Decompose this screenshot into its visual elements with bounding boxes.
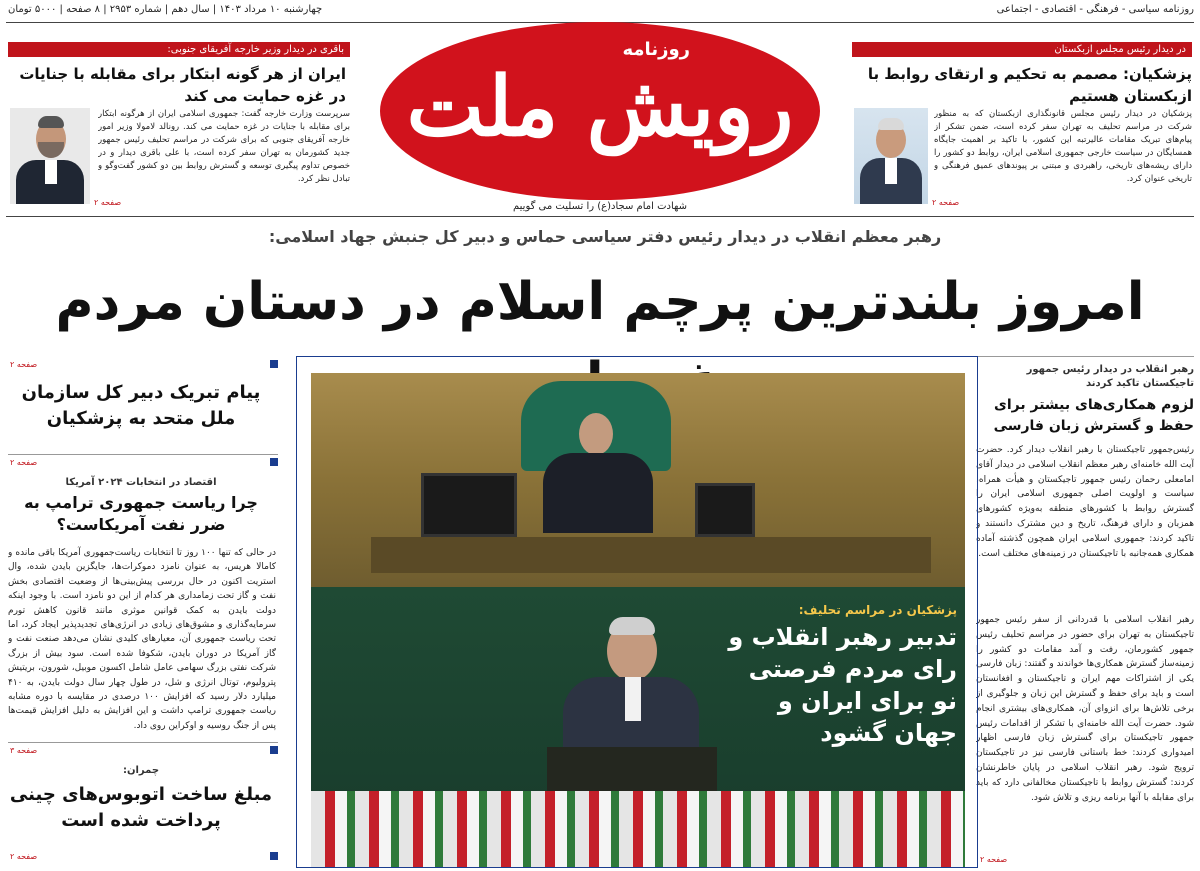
story3-kicker: چمران: xyxy=(122,765,160,776)
logo-main-word: رویش ملت xyxy=(406,59,794,155)
masthead-logo xyxy=(380,22,820,214)
section-marker xyxy=(270,458,278,466)
page-ref[interactable]: صفحه ۲ xyxy=(10,852,38,861)
top-left-story xyxy=(8,42,350,212)
section-marker xyxy=(270,746,278,754)
story2-headline[interactable]: چرا ریاست جمهوری ترامپ به ضرر نفت آمریکاست؟ xyxy=(24,493,258,534)
issue-info: چهارشنبه ۱۰ مرداد ۱۴۰۳ | سال دهم | شماره ۲۹۵۳ | ۸ صفحه | ۵۰۰۰ تومان xyxy=(8,4,323,15)
page-ref[interactable]: صفحه ۳ xyxy=(10,746,38,755)
story-body: سرپرست وزارت خارجه گفت: جمهوری اسلامی ایران از هرگونه ابتکار برای مقابله با جنایات در غزه حمایت می کند. رونالد لامولا وزیر امور خارجه آفریقای جنوبی که برای شرکت در مراسم تحلیف رئیس جمهور جدید کشورمان به تهران سفر کرده است، با علی باقری دیدار و در خصوص تداوم پیگیری توسعه و گسترش روابط بین دو کشور گفت‌وگو و تبادل نظر کرد. xyxy=(98,109,350,184)
lead-photo-frame xyxy=(296,356,978,868)
story-body: پزشکیان در دیدار رئیس مجلس قانونگذاری ازبکستان که به منظور شرکت در مراسم تحلیف به تهران سفر کرده است، ضمن تشکر از پیام‌های تبریک مقامات عالیرتبه این کشور، با تاکید بر اهمیت جایگاه همسایگان در سیاست خارجی جمهوری اسلامی ایران، روابط دو کشور را دارای ریشه‌های تاریخی، راهبردی و مبتنی بر پیوندهای عمیق فرهنگی و تاریخی عنوان کرد. xyxy=(934,109,1192,184)
pezeshkian-portrait xyxy=(854,108,928,204)
right-column-story xyxy=(976,356,1194,868)
section-marker xyxy=(270,360,278,368)
bagheri-portrait xyxy=(10,108,90,204)
story-headline[interactable]: ایران از هر گونه ابتکار برای مقابله با جنایات در غزه حمایت می کند xyxy=(19,65,346,105)
page-ref[interactable]: صفحه ۲ xyxy=(932,198,960,207)
story-body-1: رئیس‌جمهور تاجیکستان با رهبر انقلاب دیدار کرد. حضرت آیت الله خامنه‌ای رهبر معظم انقلاب اسلامی در دیدار آقای امامعلی رحمان رئیس جمهور تاجیکستان و هیأت همراه، سیاست و اولویت اصلی جمهوری اسلامی ایران را گسترش روابط با کشورهای منطقه به‌ویژه کشورهای همزبان و دارای فرهنگ، تاریخ و دین مشترک دانستند و تاکید کردند: جمهوری اسلامی ایران همچون گذشته آماده همکاری همه‌جانبه با تاجیکستان در زمینه‌های مختلف است. xyxy=(976,445,1194,559)
story-kicker: رهبر انقلاب در دیدار رئیس جمهور تاجیکستان تاکید کردند xyxy=(1026,364,1194,389)
top-right-story xyxy=(852,42,1192,212)
lead-headline[interactable]: امروز بلندترین پرچم اسلام در دستان مردم xyxy=(55,272,1145,332)
page-ref[interactable]: صفحه ۲ xyxy=(10,458,38,467)
page-ref[interactable]: صفحه ۲ xyxy=(94,198,122,207)
lead-kicker: رهبر معظم انقلاب در دیدار رئیس دفتر سیاسی حماس و دبیر کل جنبش جهاد اسلامی: xyxy=(268,227,942,246)
page-ref[interactable]: صفحه ۲ xyxy=(980,855,1008,864)
section-marker xyxy=(270,852,278,860)
story-headline[interactable]: لزوم همکاری‌های بیشتر برای حفظ و گسترش زبان فارسی xyxy=(993,397,1194,434)
newspaper-tagline: روزنامه سیاسی - فرهنگی - اقتصادی - اجتماعی xyxy=(996,4,1194,15)
story2-body: در حالی که تنها ۱۰۰ روز تا انتخابات ریاست‌جمهوری آمریکا باقی مانده و کامالا هریس، به عنوان نامزد دموکرات‌ها، جایگزین بایدن شده، وال استریت اکنون در حال بررسی پیش‌بینی‌ها از وضعیت اقتصادی بخش نفت و گاز تحت زمامداری هر کدام از این دو نامزد است. با وجود اینکه دولت بایدن به کمک قوانین موثری مانند قانون کاهش تورم سرمایه‌گذاری و مشوق‌های زیادی در انرژی‌های تجدیدپذیر ایجاد کرد، اما تحت ریاست جمهوری آن، معیارهای کلیدی نشان می‌دهد صنعت نفت و گاز آمریکا در دوران بایدن، شکوفا شده است. سود بیش از بزرگ شرکت نفتی بزرگ سهامی عامل شامل اکسون موبیل، شورون، بریتیش پترولیوم، توتال انرژی و شل، در طول چهار سال دولت بایدن، به ۴۱۰ میلیارد دلار رسید که افزایش ۱۰۰ درصدی در مقایسه با دوره مشابه ریاست جمهوری ترامپ داشت و این افزایش به دلیل افزایش قیمت‌ها پس از جنگ روسیه و اوکراین روی داد. xyxy=(8,548,276,731)
story1-headline[interactable]: پیام تبریک دبیر کل سازمان ملل متحد به پزشکیان xyxy=(21,382,261,429)
parliament-photo xyxy=(311,373,965,867)
photo-caption-headline[interactable]: تدبیر رهبر انقلاب و رای مردم فرصتی نو برای ایران و جهان گشود xyxy=(728,623,957,747)
story-bar: باقری در دیدار وزیر خارجه آفریقای جنوبی: xyxy=(8,42,350,57)
logo-small-word: روزنامه xyxy=(622,39,690,60)
divider xyxy=(8,454,278,455)
story3-headline[interactable]: مبلغ ساخت اتوبوس‌های چینی پرداخت شده است xyxy=(9,784,273,831)
story-body-2: رهبر انقلاب اسلامی با قدردانی از سفر رئیس جمهور تاجیکستان به تهران برای حضور در مراسم تحلیف رئیس جمهور کشورمان، رفت و آمد مقامات دو کشور را زمینه‌ساز گسترش همکاری‌ها خواندند و گفتند: زبان فارسی یکی از اشتراکات مهم ایران و تاجیکستان و افغانستان است و باید برای حفظ و گسترش این زبان و جلوگیری از برخی تلاش‌ها برای انزوای آن، همکاری‌های بیشتری انجام شود. حضرت آیت الله خامنه‌ای با تشکر از اقدامات رئیس جمهور تاجیکستان برای گسترش زبان فارسی اظهار امیدواری کردند: خط باستانی فارسی نیز در تاجیکستان ترویج شود. رهبر انقلاب اسلامی در پایان خاطرنشان کردند: گسترش روابط با تاجیکستان مخالفانی دارد که باید برای مقابله با آنها برنامه ریزی و تلاش شود. xyxy=(976,615,1194,803)
condolence-line: شهادت امام سجاد(ع) را تسلیت می گوییم xyxy=(513,201,687,212)
story-headline[interactable]: پزشکیان: مصمم به تحکیم و ارتقای روابط با ازبکستان هستیم xyxy=(867,65,1192,105)
divider xyxy=(8,742,278,743)
left-column xyxy=(8,356,278,868)
story-bar: در دیدار رئیس مجلس ازبکستان xyxy=(852,42,1192,57)
masthead-bottom-rule xyxy=(6,216,1194,217)
page-ref[interactable]: صفحه ۲ xyxy=(10,360,38,369)
story2-kicker: اقتصاد در انتخابات ۲۰۲۴ آمریکا xyxy=(65,477,217,488)
photo-caption-kicker: پزشکیان در مراسم تحلیف: xyxy=(798,603,957,617)
